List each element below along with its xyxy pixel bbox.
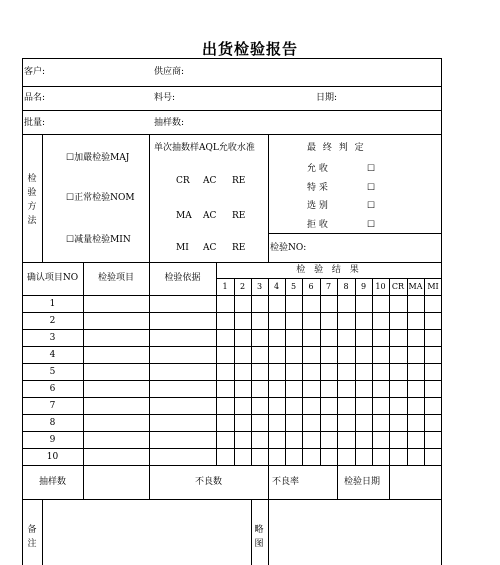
rule	[22, 86, 442, 87]
normal-inspection-option[interactable]: ☐正常检验NOM	[66, 193, 135, 203]
defect-rate-label: 不良率	[272, 477, 300, 487]
table-row-number: 3	[49, 333, 56, 343]
rule	[22, 295, 442, 296]
rule	[22, 499, 442, 500]
report-title: 出货检验报告	[201, 40, 298, 58]
judgement-reject-checkbox[interactable]: ☐	[367, 220, 376, 230]
rule	[424, 278, 425, 465]
judgement-accept-checkbox[interactable]: ☐	[367, 164, 376, 174]
rule	[355, 278, 356, 465]
judgement-accept: 允 收	[307, 164, 328, 174]
rule	[149, 134, 150, 262]
rule	[22, 262, 442, 263]
result-col-header: 8	[343, 282, 349, 291]
rule	[268, 465, 269, 499]
rule	[337, 278, 338, 465]
inspection-number-label: 检验NO:	[270, 243, 307, 253]
reduced-inspection-option[interactable]: ☐减量检验MIN	[66, 235, 131, 245]
rule	[407, 278, 408, 465]
rule	[268, 499, 269, 565]
table-row-number: 4	[49, 350, 56, 360]
rule	[302, 278, 303, 465]
remarks-label: 备注	[27, 525, 37, 549]
customer-label: 客户:	[24, 67, 46, 77]
aql-cr-ac: AC	[203, 176, 217, 186]
col-inspection-basis: 检验依据	[164, 273, 201, 283]
result-col-header: 1	[222, 282, 228, 291]
rule	[22, 448, 442, 449]
result-col-header: 10	[375, 282, 386, 291]
sketch-label: 略图	[254, 525, 264, 549]
rule	[337, 465, 338, 499]
rule	[251, 278, 252, 465]
rule	[268, 134, 269, 262]
aql-header: 单次抽数样AQL允收水准	[154, 143, 255, 153]
result-col-header: MA	[408, 282, 423, 291]
result-col-header: 2	[239, 282, 246, 291]
result-col-header: MI	[427, 282, 439, 291]
inspection-results-header: 检 验 结 果	[296, 265, 362, 275]
col-inspection-item: 检验项目	[97, 273, 134, 283]
table-row-number: 8	[49, 418, 56, 428]
inspection-method-label: 检验方法	[27, 174, 37, 226]
table-row-number: 5	[49, 367, 56, 377]
table-row-number: 6	[49, 384, 56, 394]
table-row-number: 1	[49, 299, 56, 309]
aql-mi-re: RE	[232, 243, 246, 253]
result-col-header: 7	[325, 282, 332, 291]
rule	[22, 110, 442, 111]
judgement-sort-checkbox[interactable]: ☐	[367, 201, 376, 211]
judgement-reject: 拒 收	[307, 220, 328, 230]
sample-count-label: 抽样数	[38, 477, 66, 487]
rule	[42, 134, 43, 262]
date-label: 日期:	[316, 93, 338, 103]
rule	[234, 278, 235, 465]
rule	[149, 262, 150, 465]
rule	[83, 465, 84, 499]
table-row-number: 10	[46, 452, 59, 462]
rule	[22, 414, 442, 415]
result-col-header: 9	[360, 282, 367, 291]
rule	[22, 465, 442, 466]
rule	[22, 312, 442, 313]
rule	[22, 134, 442, 135]
aql-cr-re: RE	[232, 176, 246, 186]
rule	[389, 278, 390, 465]
part-number-label: 料号:	[154, 93, 176, 103]
final-judgement-header: 最 终 判 定	[307, 143, 366, 153]
rule	[22, 380, 442, 381]
rule	[285, 278, 286, 465]
aql-ma-ac: AC	[203, 211, 217, 221]
judgement-concession-checkbox[interactable]: ☐	[367, 183, 376, 193]
rule	[42, 499, 43, 565]
rule	[268, 233, 442, 234]
table-row-number: 2	[49, 316, 56, 326]
product-name-label: 品名:	[24, 93, 46, 103]
tightened-inspection-option[interactable]: ☐加嚴检验MAJ	[66, 153, 130, 163]
result-col-header: 3	[256, 282, 263, 291]
rule	[22, 363, 442, 364]
defect-count-label: 不良数	[194, 477, 222, 487]
aql-cr: CR	[176, 176, 190, 186]
lot-quantity-label: 批量:	[24, 118, 46, 128]
result-col-header: 4	[273, 282, 280, 291]
table-row-number: 7	[49, 401, 56, 411]
rule	[22, 431, 442, 432]
rule	[216, 278, 442, 279]
rule	[372, 278, 373, 465]
rule	[83, 262, 84, 465]
supplier-label: 供应商:	[154, 67, 185, 77]
inspection-date-label: 检验日期	[344, 477, 381, 487]
col-confirm-item-no: 确认项目NO	[26, 273, 79, 283]
rule	[22, 397, 442, 398]
aql-ma-re: RE	[232, 211, 246, 221]
result-col-header: 6	[308, 282, 314, 291]
sample-quantity-label: 抽样数:	[154, 118, 185, 128]
rule	[22, 329, 442, 330]
aql-mi: MI	[176, 243, 189, 253]
result-col-header: CR	[391, 282, 405, 291]
aql-ma: MA	[176, 211, 192, 221]
rule	[268, 278, 269, 465]
rule	[320, 278, 321, 465]
rule	[251, 499, 252, 565]
judgement-sort: 选 别	[307, 201, 328, 211]
rule	[22, 346, 442, 347]
table-row-number: 9	[49, 435, 56, 445]
rule	[389, 465, 390, 499]
aql-mi-ac: AC	[203, 243, 217, 253]
result-col-header: 5	[290, 282, 297, 291]
judgement-concession: 特 采	[307, 183, 328, 193]
